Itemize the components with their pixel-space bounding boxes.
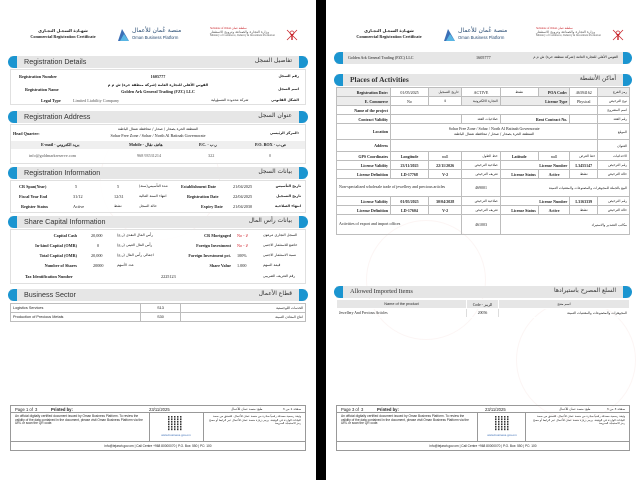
table-header-row: Name of the product Code - الرمز اسم منتج: [337, 300, 630, 309]
certificate-title: شهـادة السجـل التجـاري Commercial Registration Certificate: [30, 28, 96, 39]
section-places-of-activities: Places of Activities أماكن الأنشطة: [336, 74, 630, 86]
table-row: Location Sohar Free Zone / Sohar / North Al Batinah Governorate المنطقة الحرة بصحار / صحار / محافظة شمال الباطنة الموقع: [337, 124, 630, 140]
table-row: Contract Validity صلاحيات العقد Rent Contract No. رقم العقد: [337, 115, 630, 124]
section-registration-information: Registration Information بيانات السجل: [10, 167, 306, 179]
watermark-emblem: [516, 300, 636, 420]
section-business-sector: Business Sector قطاع الأعمال: [10, 289, 306, 301]
oman-business-platform-logo: منصة عُمان للأعمال Oman Business Platform: [442, 27, 522, 43]
section-share-capital: Share Capital Information بيانات رأس المال: [10, 216, 306, 228]
certificate-page-3: [326, 0, 640, 480]
table-row: Logistics Services S13 الخدمات اللوجستية: [11, 304, 306, 313]
page-footer: Page 1 of 3 Printed by: 23/11/2025 طبع: منصة عمان للأعمال صفحة 1 من 3 An official digitally certified document issued by Oman Business Platform. To review the validity of the data contained in the document, please visit Oman Business Platform via the URL or scan the QR code. www.business.gov.om وثيقة رسمية مصدقة رقمياً صادرة من منصة عمان للأعمال. للتحقق من صحة البيانات الواردة في الوثيقة، يرجى زيارة منصة عمان للأعمال عبر الرابط أو مسح رمز الاستجابة السريعة info@tejarah.gov.om | Call Centre +968 80000070 | P.O. Box: 550 | PC: 100: [10, 405, 306, 451]
email-value: info@goldmarkreserve.com: [29, 153, 76, 158]
section-registration-details: Registration Details تفاصيل السجل: [10, 56, 306, 68]
page-header: [326, 26, 640, 48]
qr-code[interactable]: [168, 416, 183, 431]
license-row: License Definition LD-17768 V-2 تعريف الترخيص License Status Active نشط حالة الترخيص: [337, 170, 630, 179]
mobile-value: 968 93531214: [137, 153, 162, 158]
table-row: Name of the project اسم المشروع: [337, 106, 630, 115]
table-row: Production of Precious Metals S30 انتاج المعادن الثمينة: [11, 313, 306, 322]
activity-row: Non-specialized wholesale trade of jewellery and precious articles 469001 البيع بالجملة للمجوهرات والمصنوعات والمقتنيات الثمينة: [337, 179, 630, 197]
po-box-value: 0: [269, 153, 272, 158]
license-row: License Definition LD-17604 V-2 تعريف الترخيص License Status Active نشط حالة الترخيص: [337, 206, 630, 215]
registration-name: Golden Ark General Trading (FZC) LLC: [121, 89, 195, 94]
head-quarter-address: Sohar Free Zone / Sohar / North Al Batinah Governorate: [110, 133, 206, 138]
registration-number: 1605777: [150, 74, 166, 79]
license-status: Active: [538, 206, 570, 215]
postal-code-value: 322: [208, 153, 215, 158]
qr-code[interactable]: [495, 416, 510, 431]
place-status: ACTIVE: [462, 88, 500, 97]
company-summary-bar: Golden Ark General Trading (FZC) LLC 1605777 القوس الأهلي للتجارة العامة (شركة منطقة حرة) ش م م: [336, 52, 630, 64]
table-row: Address العنوان: [337, 140, 630, 152]
verification-link[interactable]: www.business.gov.om: [161, 433, 191, 437]
print-date: 23/11/2025: [149, 407, 170, 412]
license-status: Active: [538, 170, 570, 179]
poa-code: 46394162: [570, 88, 598, 97]
registration-details-box: Registration Number 1605777 رقم السجل Registration Name القوس الأهلي للتجارة العامة (شركة منطقة حرة) ش م م Golden Ark General Trading (FZC) LLC اسم السجل Legal Type Limited Liability Company شركة محدودة المسؤولية الشكل القانوني: [10, 69, 306, 105]
certificate-page-1: [0, 0, 316, 480]
license-row: License Validity 01/05/2025 30/04/2028 صلاحية الترخيص License Number L3163339 رقم الترخيص: [337, 197, 630, 206]
oman-business-platform-logo: منصة عُمان للأعمال Oman Business Platform: [116, 27, 196, 43]
places-table: [336, 87, 630, 235]
legal-type: Limited Liability Company: [73, 98, 120, 103]
watermark-emblem: [366, 220, 486, 340]
license-row: License Validity 23/11/2025 22/11/2026 صلاحية الترخيص License Number L3455147 رقم الترخيص: [337, 161, 630, 170]
business-sector-table: [10, 303, 306, 322]
license-number: L3455147: [570, 161, 598, 170]
share-capital-box: Capital Cash 20,000 رأس المال النقدي (ر.ع) CR Mortgaged No - لا السجل التجاري مرهون In-kind Capital (OMR) 0 رأس المال العيني (ر.ع) Foreign Investment No - لا خاضع للاستثمار الاجنبي Total Capital (OMR) 20,000 اجمالي رأس المال (ر.ع) Foreign Investment pct. 100% نسبة الاستثمار الاجنبي Number of Shares 20000 عدد الأسهم Share Value 1.000 قيمة السهم Tax Identification Number 2225123 رقم التعريف الضريبي: [10, 229, 306, 284]
table-row: Registration Date: 01/05/2025 تاريخ التسجيل: ACTIVE نشط POA Code: 46394162 رمز الفرع: [337, 88, 630, 97]
tax-id-value: 2225123: [161, 274, 176, 279]
print-date: 23/11/2025: [485, 407, 506, 412]
oman-emblem-icon: [286, 28, 298, 41]
activity-row: Activities of export and import offices 461003 مكاتب التصدير والاستيراد: [337, 215, 630, 235]
section-allowed-imported-items: Allowed Imported Items السلع المصرح باستيرادها: [336, 286, 630, 298]
oman-emblem-icon: [612, 28, 624, 41]
ministry-logo-text: Sultanate of Oman سلطنة عمان وزارة التجارة والصناعة وترويج الاستثمار Ministry of Commerce, Industry & Investment Promotion: [210, 27, 275, 38]
page-header: [0, 26, 316, 48]
verification-link[interactable]: www.business.gov.om: [487, 433, 517, 437]
registration-address-box: Head Quarter: المنطقة الحرة بصحار / صحار / محافظة شمال الباطنة Sohar Free Zone / Sohar / North Al Batinah Governorate المركز الرئيسي: E-mail - بريد الكتروني Mobile - هاتف نقال P.C. - ر.ب P.O. BOX - ص.ب info@goldmarkreserve.com 968 93531214 322 0: [10, 124, 306, 164]
ministry-logo-text: Sultanate of Oman سلطنة عمان وزارة التجارة والصناعة وترويج الاستثمار Ministry of Commerce, Industry & Investment Promotion: [536, 27, 601, 38]
platform-logo-icon: [444, 29, 455, 41]
imported-items-table: [336, 299, 630, 318]
platform-logo-icon: [118, 29, 129, 41]
register-status: Active: [73, 204, 85, 209]
registration-information-box: CR Span(Year) 5 5 مدة التأسيس(سنة) Establishment Date 21/04/2025 تاريخ التأسيس Fiscal Year End 31/12 12/31 انتهاء السنة المالية Registration Date 22/04/2025 تاريخ التسجيل Register Status Active نشط حالة السجل Expiry Date 21/04/2030 انتهاء الصلاحية: [10, 180, 306, 213]
certificate-title: شهـادة السجـل التجـاري Commercial Registration Certificate: [356, 28, 422, 39]
table-row: E. Commerce No لا التجارة الالكترونية License Type Physical نوع الترخيص: [337, 97, 630, 106]
table-row: Jewellery And Precious Articles 20056 المجوهرات والمصنوعات والمقتنيات الثمينة: [337, 309, 630, 318]
location-value: Sohar Free Zone / Sohar / North Al Batinah Governorate: [448, 125, 540, 131]
table-row: GPS Coordinates Longitude null خط الطول Latitude null خط العرض الاحداثيات: [337, 152, 630, 161]
section-registration-address: Registration Address عنوان السجل: [10, 111, 306, 123]
license-number: L3163339: [570, 197, 598, 206]
page-footer: Page 3 of 3 Printed by: 23/11/2025 طبع: منصة عمان للأعمال صفحة 3 من 3 An official digitally certified document issued by Oman Business Platform. To review the validity of the data contained in the document, please visit Oman Business Platform via the URL or scan the QR code. www.business.gov.om وثيقة رسمية مصدقة رقمياً صادرة من منصة عمان للأعمال. للتحقق من صحة البيانات الواردة في الوثيقة، يرجى زيارة منصة عمان للأعمال عبر الرابط أو مسح رمز الاستجابة السريعة info@tejarah.gov.om | Call Centre +968 80000070 | P.O. Box: 550 | PC: 100: [336, 405, 630, 451]
